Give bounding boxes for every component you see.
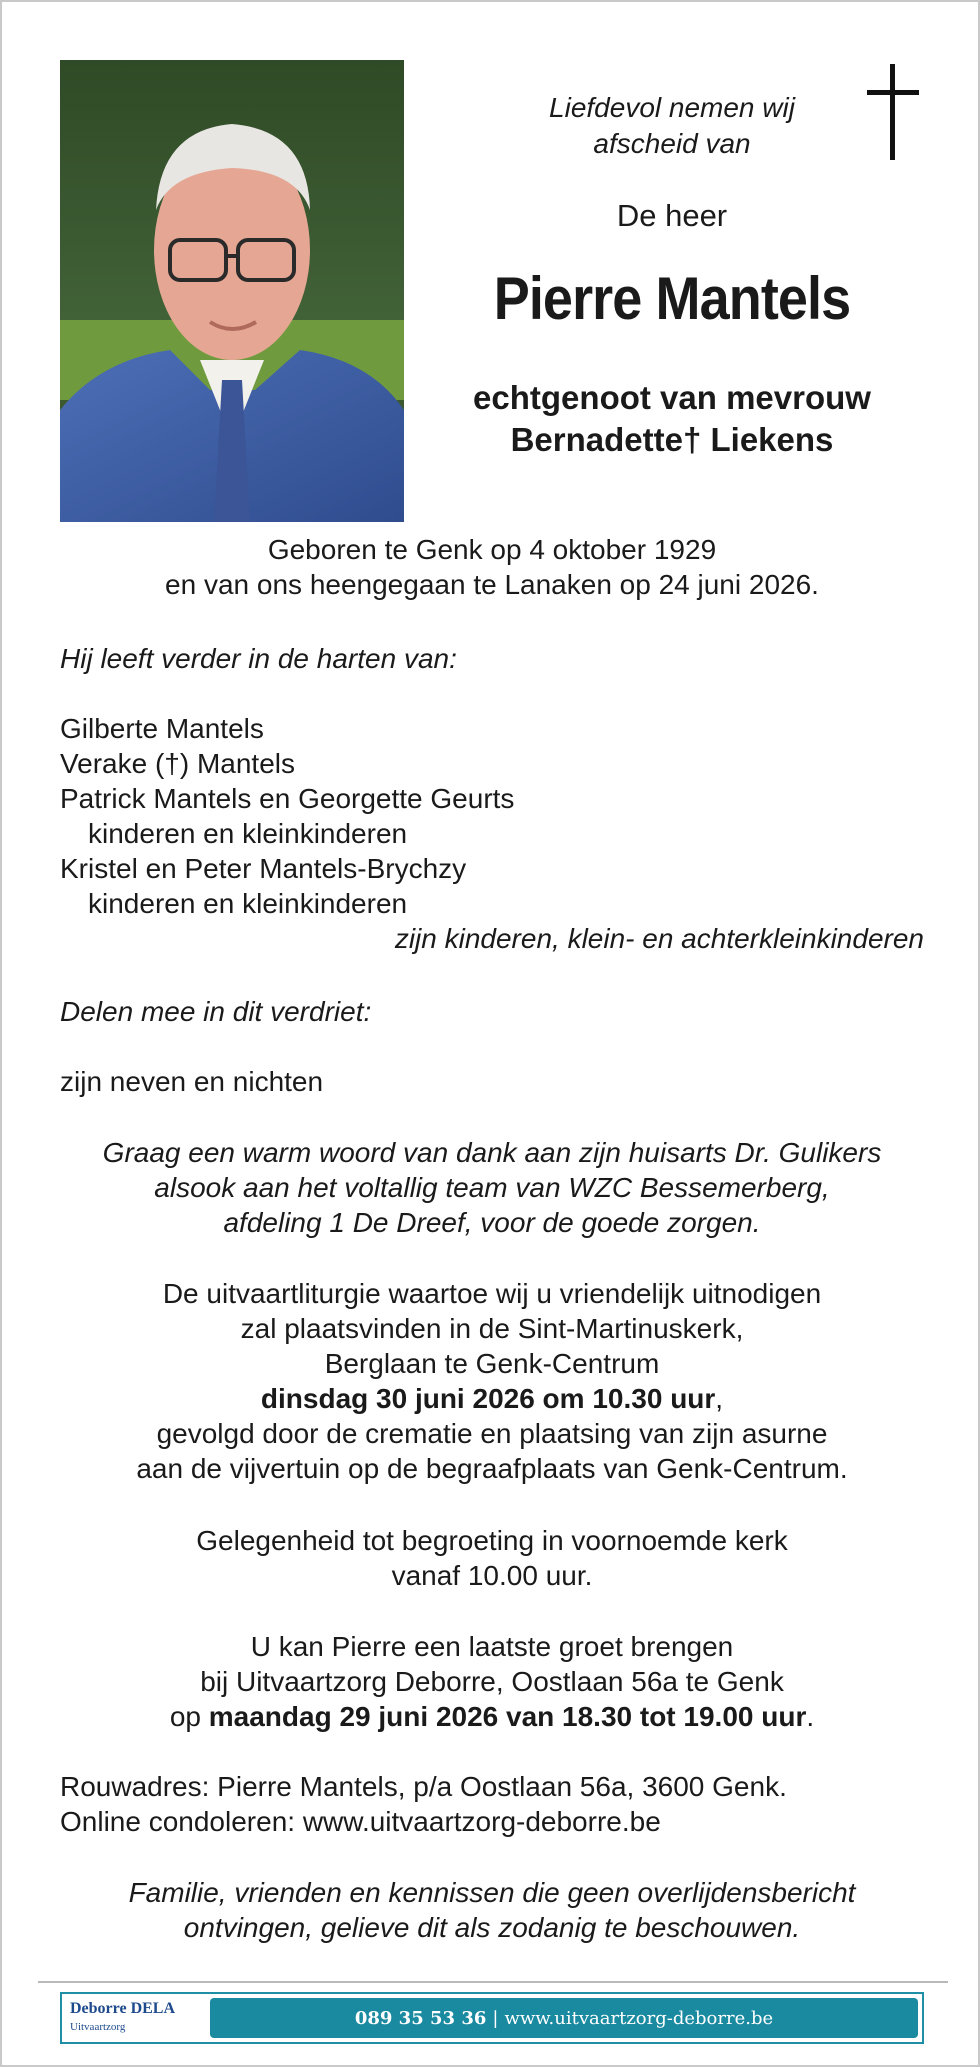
funeral-home-banner xyxy=(60,1992,924,2044)
contact-info xyxy=(60,1769,924,1839)
funeral-line: Berglaan te Genk-Centrum xyxy=(324,1348,660,1379)
visit-suffix: . xyxy=(806,1701,815,1732)
list-item: Kristel en Peter Mantels-Brychzy xyxy=(60,853,467,884)
spouse-text xyxy=(422,377,922,461)
honorific: De heer xyxy=(616,198,728,233)
intro-line: Liefdevol nemen wij xyxy=(549,92,795,123)
birth-death-info xyxy=(60,532,924,602)
spouse-line: echtgenoot van mevrouw xyxy=(473,379,871,416)
funeral-line: De uitvaartliturgie waartoe wij u vriendelijk uitnodigen xyxy=(162,1278,822,1309)
logo-subtitle: Uitvaartzorg xyxy=(70,2021,126,2033)
mourning-address: Rouwadres: Pierre Mantels, p/a Oostlaan 56a, 3600 Genk. xyxy=(60,1771,787,1802)
intro-line: afscheid van xyxy=(593,128,751,159)
survivors-list xyxy=(60,711,924,956)
notice-line: ontvingen, gelieve dit als zodanig te beschouwen. xyxy=(183,1912,801,1943)
funeral-date: dinsdag 30 juni 2026 om 10.30 uur xyxy=(260,1383,716,1414)
birth-line: Geboren te Genk op 4 oktober 1929 xyxy=(267,534,717,565)
phone-number[interactable]: 089 35 53 36 xyxy=(354,2007,487,2029)
portrait-photo xyxy=(60,60,404,522)
visit-prefix: op xyxy=(169,1701,209,1732)
thanks-text xyxy=(60,1135,924,1240)
greeting-info xyxy=(60,1523,924,1593)
deceased-name: Pierre Mantels xyxy=(493,265,851,332)
contact-bar xyxy=(210,1998,918,2038)
thanks-line: Graag een warm woord van dank aan zijn huisarts Dr. Gulikers xyxy=(102,1137,882,1168)
visit-date: maandag 29 juni 2026 van 18.30 tot 19.00 uur xyxy=(208,1701,807,1732)
list-item: Patrick Mantels en Georgette Geurts xyxy=(60,783,515,814)
survivors-heading: Hij leeft verder in de harten van: xyxy=(60,643,457,674)
list-item: Verake (†) Mantels xyxy=(60,748,295,779)
list-item: kinderen en kleinkinderen xyxy=(88,888,408,919)
spouse-line: Bernadette† Liekens xyxy=(510,421,834,458)
greeting-line: Gelegenheid tot begroeting in voornoemde kerk xyxy=(196,1525,788,1556)
death-line: en van ons heengegaan te Lanaken op 24 juni 2026. xyxy=(165,569,819,600)
list-item: Gilberte Mantels xyxy=(60,713,264,744)
sharing-line: zijn neven en nichten xyxy=(60,1066,324,1097)
visit-date-line xyxy=(60,1699,924,1734)
greeting-line: vanaf 10.00 uur. xyxy=(391,1560,593,1591)
funeral-info xyxy=(60,1276,924,1486)
funeral-date-line xyxy=(60,1381,924,1416)
thanks-line: alsook aan het voltallig team van WZC Bessemerberg, xyxy=(154,1172,830,1203)
logo-name: Deborre DELA xyxy=(70,2000,176,2017)
online-condolence-link[interactable]: Online condoleren: www.uitvaartzorg-deborre.be xyxy=(60,1806,661,1837)
footer-divider xyxy=(38,1981,948,1983)
thanks-line: afdeling 1 De Dreef, voor de goede zorgen. xyxy=(223,1207,761,1238)
funeral-date-suffix: , xyxy=(715,1383,724,1414)
website-link[interactable]: www.uitvaartzorg-deborre.be xyxy=(504,2007,774,2029)
funeral-line: aan de vijvertuin op de begraafplaats van Genk-Centrum. xyxy=(136,1453,848,1484)
notice-line: Familie, vrienden en kennissen die geen overlijdensbericht xyxy=(128,1877,856,1908)
survivors-closing: zijn kinderen, klein- en achterkleinkinderen xyxy=(394,923,924,954)
notice-text xyxy=(60,1875,924,1945)
separator: | xyxy=(492,2007,499,2029)
funeral-line: zal plaatsvinden in de Sint-Martinuskerk, xyxy=(240,1313,744,1344)
visit-line: U kan Pierre een laatste groet brengen xyxy=(250,1631,734,1662)
funeral-line: gevolgd door de crematie en plaatsing van zijn asurne xyxy=(156,1418,828,1449)
visit-info xyxy=(60,1629,924,1734)
intro-text xyxy=(422,90,922,162)
list-item: kinderen en kleinkinderen xyxy=(88,818,408,849)
sharing-heading: Delen mee in dit verdriet: xyxy=(60,996,372,1027)
visit-line: bij Uitvaartzorg Deborre, Oostlaan 56a te Genk xyxy=(200,1666,784,1697)
